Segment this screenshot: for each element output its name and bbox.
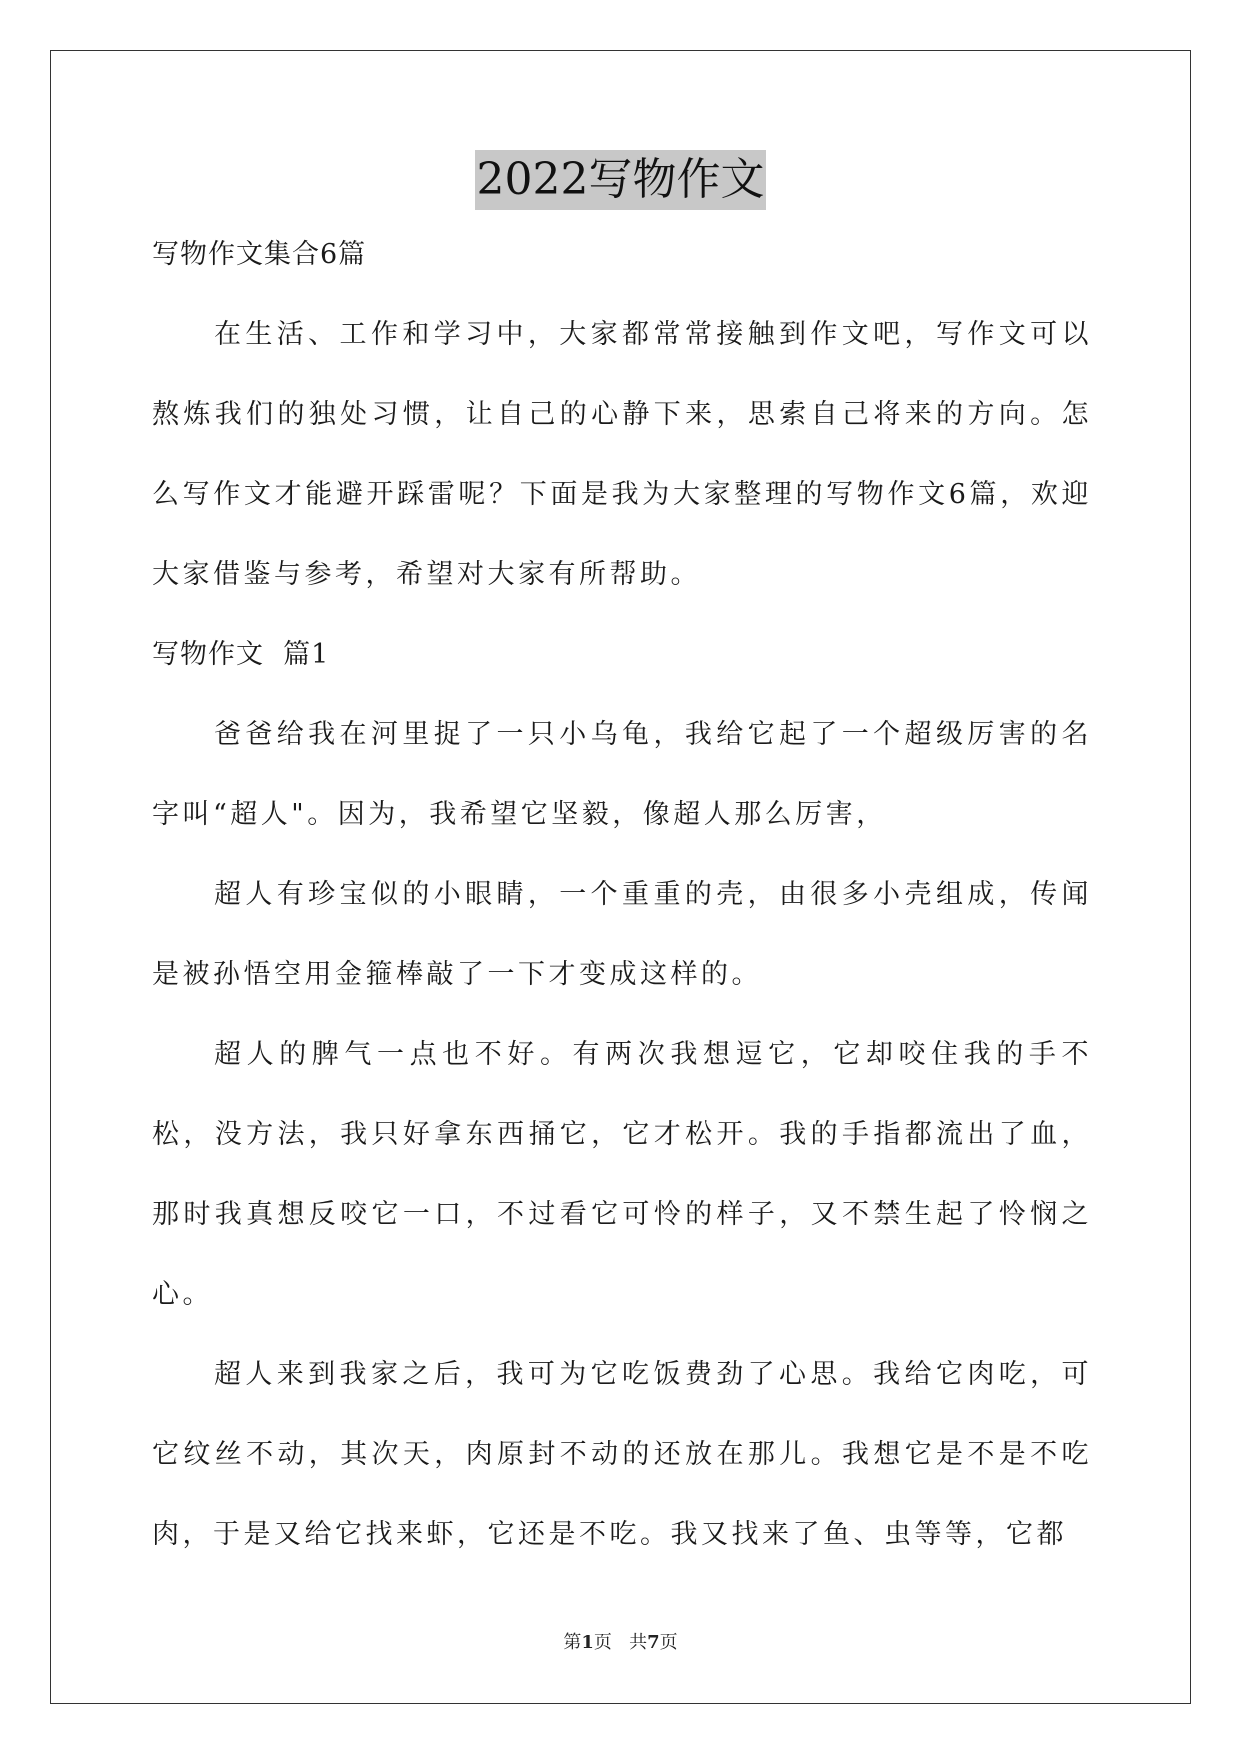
collection-heading: 写物作文集合6篇 [152, 239, 367, 270]
footer-prefix: 第 [563, 1632, 582, 1653]
page-footer [0, 1628, 1241, 1654]
footer-mid: 页 共 [593, 1632, 648, 1653]
footer-total-pages: 7 [647, 1632, 660, 1653]
intro-paragraph: 在生活、工作和学习中，大家都常常接触到作文吧，写作文可以熬炼我们的独处习惯，让自己的心静下来，思索自己将来的方向。怎么写作文才能避开踩雷呢？下面是我为大家整理的写物作文6篇，欢迎大家借鉴与参考，希望对大家有所帮助。 [152, 319, 1092, 590]
document-title: 2022写物作文 [475, 150, 767, 210]
footer-page-number: 1 [581, 1632, 594, 1653]
section-heading: 写物作文 篇1 [152, 639, 330, 670]
body-paragraph: 超人来到我家之后，我可为它吃饭费劲了心思。我给它肉吃，可它纹丝不动，其次天，肉原封不动的还放在那儿。我想它是不是不吃肉，于是又给它找来虾，它还是不吃。我又找来了鱼、虫等等，它都 [152, 1359, 1092, 1550]
title-wrap [0, 150, 1241, 210]
body-paragraph: 超人有珍宝似的小眼睛，一个重重的壳，由很多小壳组成，传闻是被孙悟空用金箍棒敲了一下才变成这样的。 [152, 879, 1092, 990]
footer-suffix: 页 [659, 1632, 678, 1653]
document-body [152, 235, 1092, 1595]
body-paragraph: 超人的脾气一点也不好。有两次我想逗它，它却咬住我的手不松，没方法，我只好拿东西捅它，它才松开。我的手指都流出了血，那时我真想反咬它一口，不过看它可怜的样子，又不禁生起了怜悯之心。 [152, 1039, 1092, 1310]
body-paragraph: 爸爸给我在河里捉了一只小乌龟，我给它起了一个超级厉害的名字叫“超人"。因为，我希望它坚毅，像超人那么厉害， [152, 719, 1092, 830]
